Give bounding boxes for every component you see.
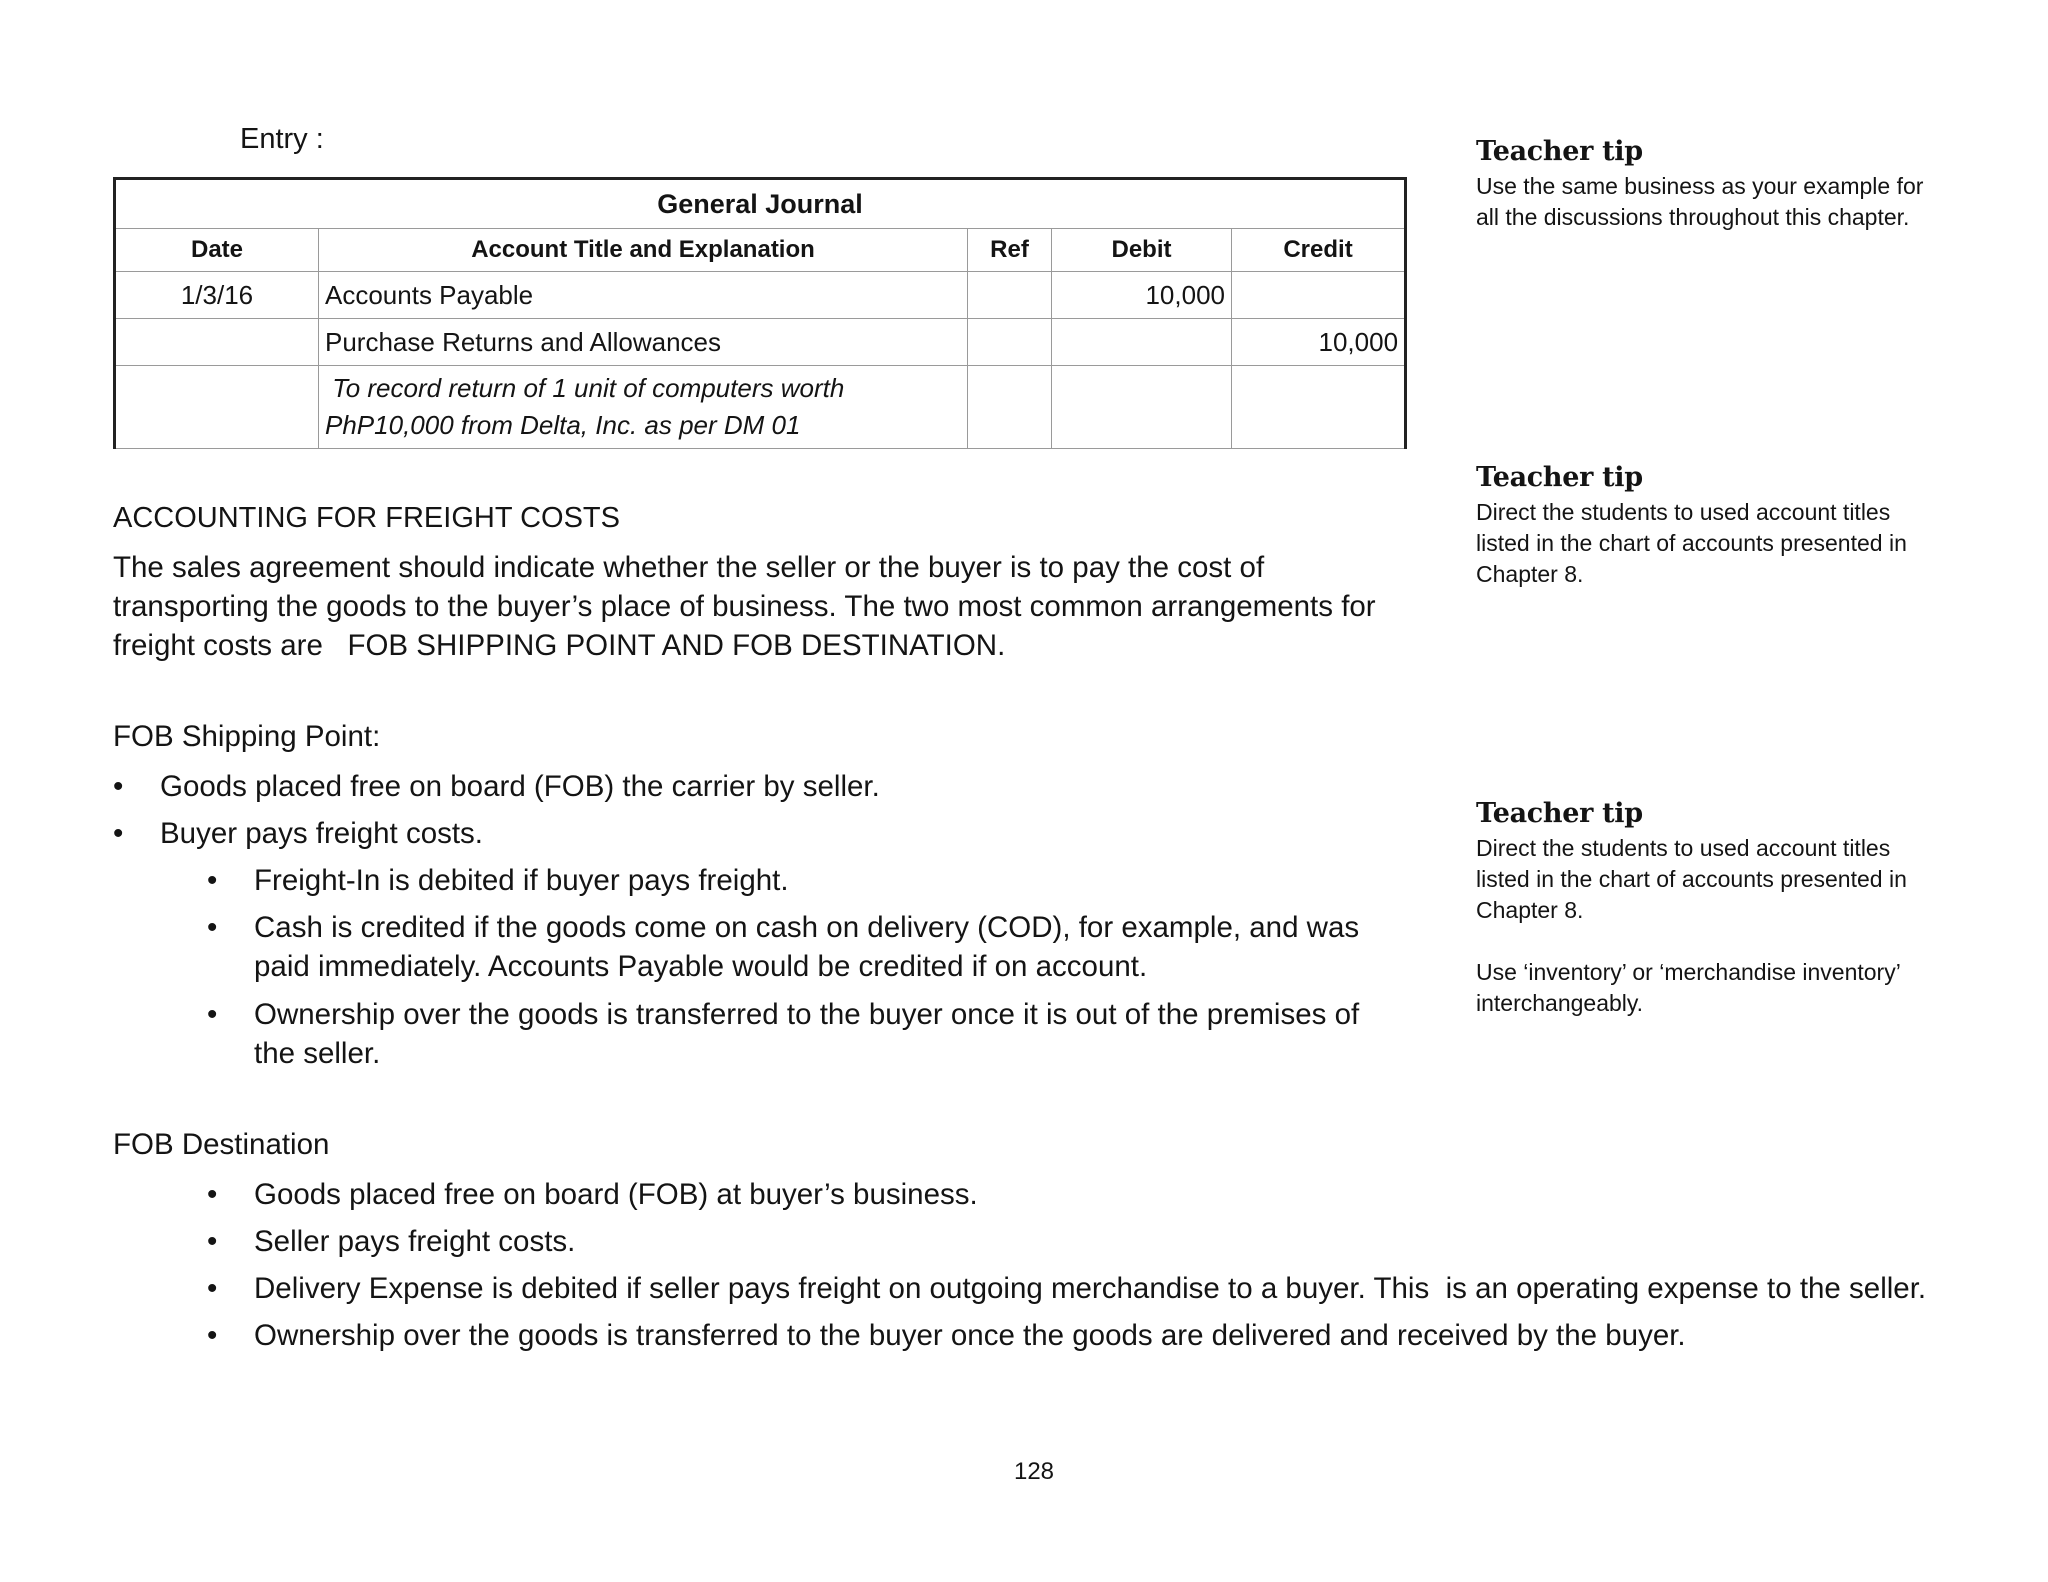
cell-explanation — [319, 366, 968, 449]
header-account: Account Title and Explanation — [319, 229, 968, 272]
cell-date — [115, 366, 319, 449]
table-row — [115, 272, 1406, 319]
teacher-tip — [1476, 136, 1946, 233]
paragraph-line: transporting the goods to the buyer’s place of business. The two most common arrangements for — [113, 590, 1376, 623]
list-item — [207, 908, 1407, 986]
bullet-icon: • — [207, 911, 218, 944]
bullet-icon: • — [113, 817, 124, 850]
cell-ref — [968, 366, 1052, 449]
bullet-icon: • — [207, 1272, 218, 1305]
freight-costs-heading: ACCOUNTING FOR FREIGHT COSTS — [113, 502, 620, 534]
list-item-text: Freight-In is debited if buyer pays freight. — [254, 864, 789, 897]
cell-credit — [1232, 272, 1406, 319]
cell-credit — [1232, 366, 1406, 449]
journal-title: General Journal — [115, 179, 1406, 229]
page-number: 128 — [1013, 1458, 1055, 1485]
teacher-tip-text: Direct the students to used account titles listed in the chart of accounts presented in Chapter 8. — [1476, 499, 1907, 587]
header-credit: Credit — [1232, 229, 1406, 272]
teacher-tip-body — [1476, 171, 1946, 233]
list-item-text: Cash is credited if the goods come on cash on delivery (COD), for example, and was paid immediately. Accounts Payable would be credited if on account. — [254, 911, 1360, 983]
paragraph-line: freight costs are FOB SHIPPING POINT AND FOB DESTINATION. — [113, 629, 1006, 662]
cell-debit: 10,000 — [1052, 272, 1232, 319]
cell-ref — [968, 319, 1052, 366]
teacher-tip — [1476, 462, 1946, 590]
list-item — [207, 1316, 2007, 1355]
bullet-icon: • — [207, 864, 218, 897]
teacher-tip-body — [1476, 497, 1946, 590]
general-journal-table — [113, 177, 1407, 449]
teacher-tip-title: Teacher tip — [1476, 462, 1643, 493]
bullet-icon: • — [207, 998, 218, 1031]
teacher-tip-text: Use ‘inventory’ or ‘merchandise inventory’ interchangeably. — [1476, 959, 1900, 1016]
table-row — [115, 319, 1406, 366]
list-item — [113, 814, 1413, 853]
list-item-text: Seller pays freight costs. — [254, 1225, 576, 1258]
teacher-tip-title: Teacher tip — [1476, 136, 1643, 167]
bullet-icon: • — [207, 1178, 218, 1211]
list-item — [113, 767, 1413, 806]
teacher-tip-title: Teacher tip — [1476, 798, 1643, 829]
cell-credit: 10,000 — [1232, 319, 1406, 366]
journal-header-row — [115, 229, 1406, 272]
teacher-tip-text: Direct the students to used account titles listed in the chart of accounts presented in Chapter 8. — [1476, 835, 1907, 923]
cell-date: 1/3/16 — [115, 272, 319, 319]
cell-account: Accounts Payable — [319, 272, 968, 319]
header-date: Date — [115, 229, 319, 272]
teacher-tip-text: Use the same business as your example for all the discussions throughout this chapter. — [1476, 173, 1924, 230]
fob-shipping-point-heading: FOB Shipping Point: — [113, 720, 381, 753]
teacher-tip-body — [1476, 833, 1946, 1019]
list-item-text: Ownership over the goods is transferred to the buyer once it is out of the premises of the seller. — [254, 998, 1360, 1070]
list-item — [207, 1175, 2007, 1214]
cell-debit — [1052, 319, 1232, 366]
list-item-text: Buyer pays freight costs. — [160, 817, 484, 850]
list-item — [207, 1222, 2007, 1261]
list-item-text: Ownership over the goods is transferred to the buyer once the goods are delivered and received by the buyer. — [254, 1319, 1686, 1352]
explanation-line-1: To record return of 1 unit of computers worth — [325, 373, 845, 403]
cell-date — [115, 319, 319, 366]
list-item-text: Delivery Expense is debited if seller pays freight on outgoing merchandise to a buyer. This is an operating expense to the seller. — [254, 1272, 1927, 1305]
table-row-explanation — [115, 366, 1406, 449]
cell-account: Purchase Returns and Allowances — [319, 319, 968, 366]
header-ref: Ref — [968, 229, 1052, 272]
explanation-line-2: PhP10,000 from Delta, Inc. as per DM 01 — [325, 410, 801, 440]
list-item — [207, 995, 1407, 1073]
list-item — [207, 1269, 2037, 1308]
bullet-icon: • — [207, 1225, 218, 1258]
bullet-icon: • — [207, 1319, 218, 1352]
list-item-text: Goods placed free on board (FOB) at buyer’s business. — [254, 1178, 978, 1211]
cell-ref — [968, 272, 1052, 319]
header-debit: Debit — [1052, 229, 1232, 272]
fob-destination-heading: FOB Destination — [113, 1128, 330, 1161]
teacher-tip — [1476, 798, 1946, 1019]
list-item — [207, 861, 1407, 900]
cell-debit — [1052, 366, 1232, 449]
freight-costs-paragraph — [113, 548, 1413, 665]
bullet-icon: • — [113, 770, 124, 803]
list-item-text: Goods placed free on board (FOB) the carrier by seller. — [160, 770, 880, 803]
paragraph-line: The sales agreement should indicate whether the seller or the buyer is to pay the cost of — [113, 551, 1265, 584]
entry-label: Entry : — [240, 123, 324, 155]
